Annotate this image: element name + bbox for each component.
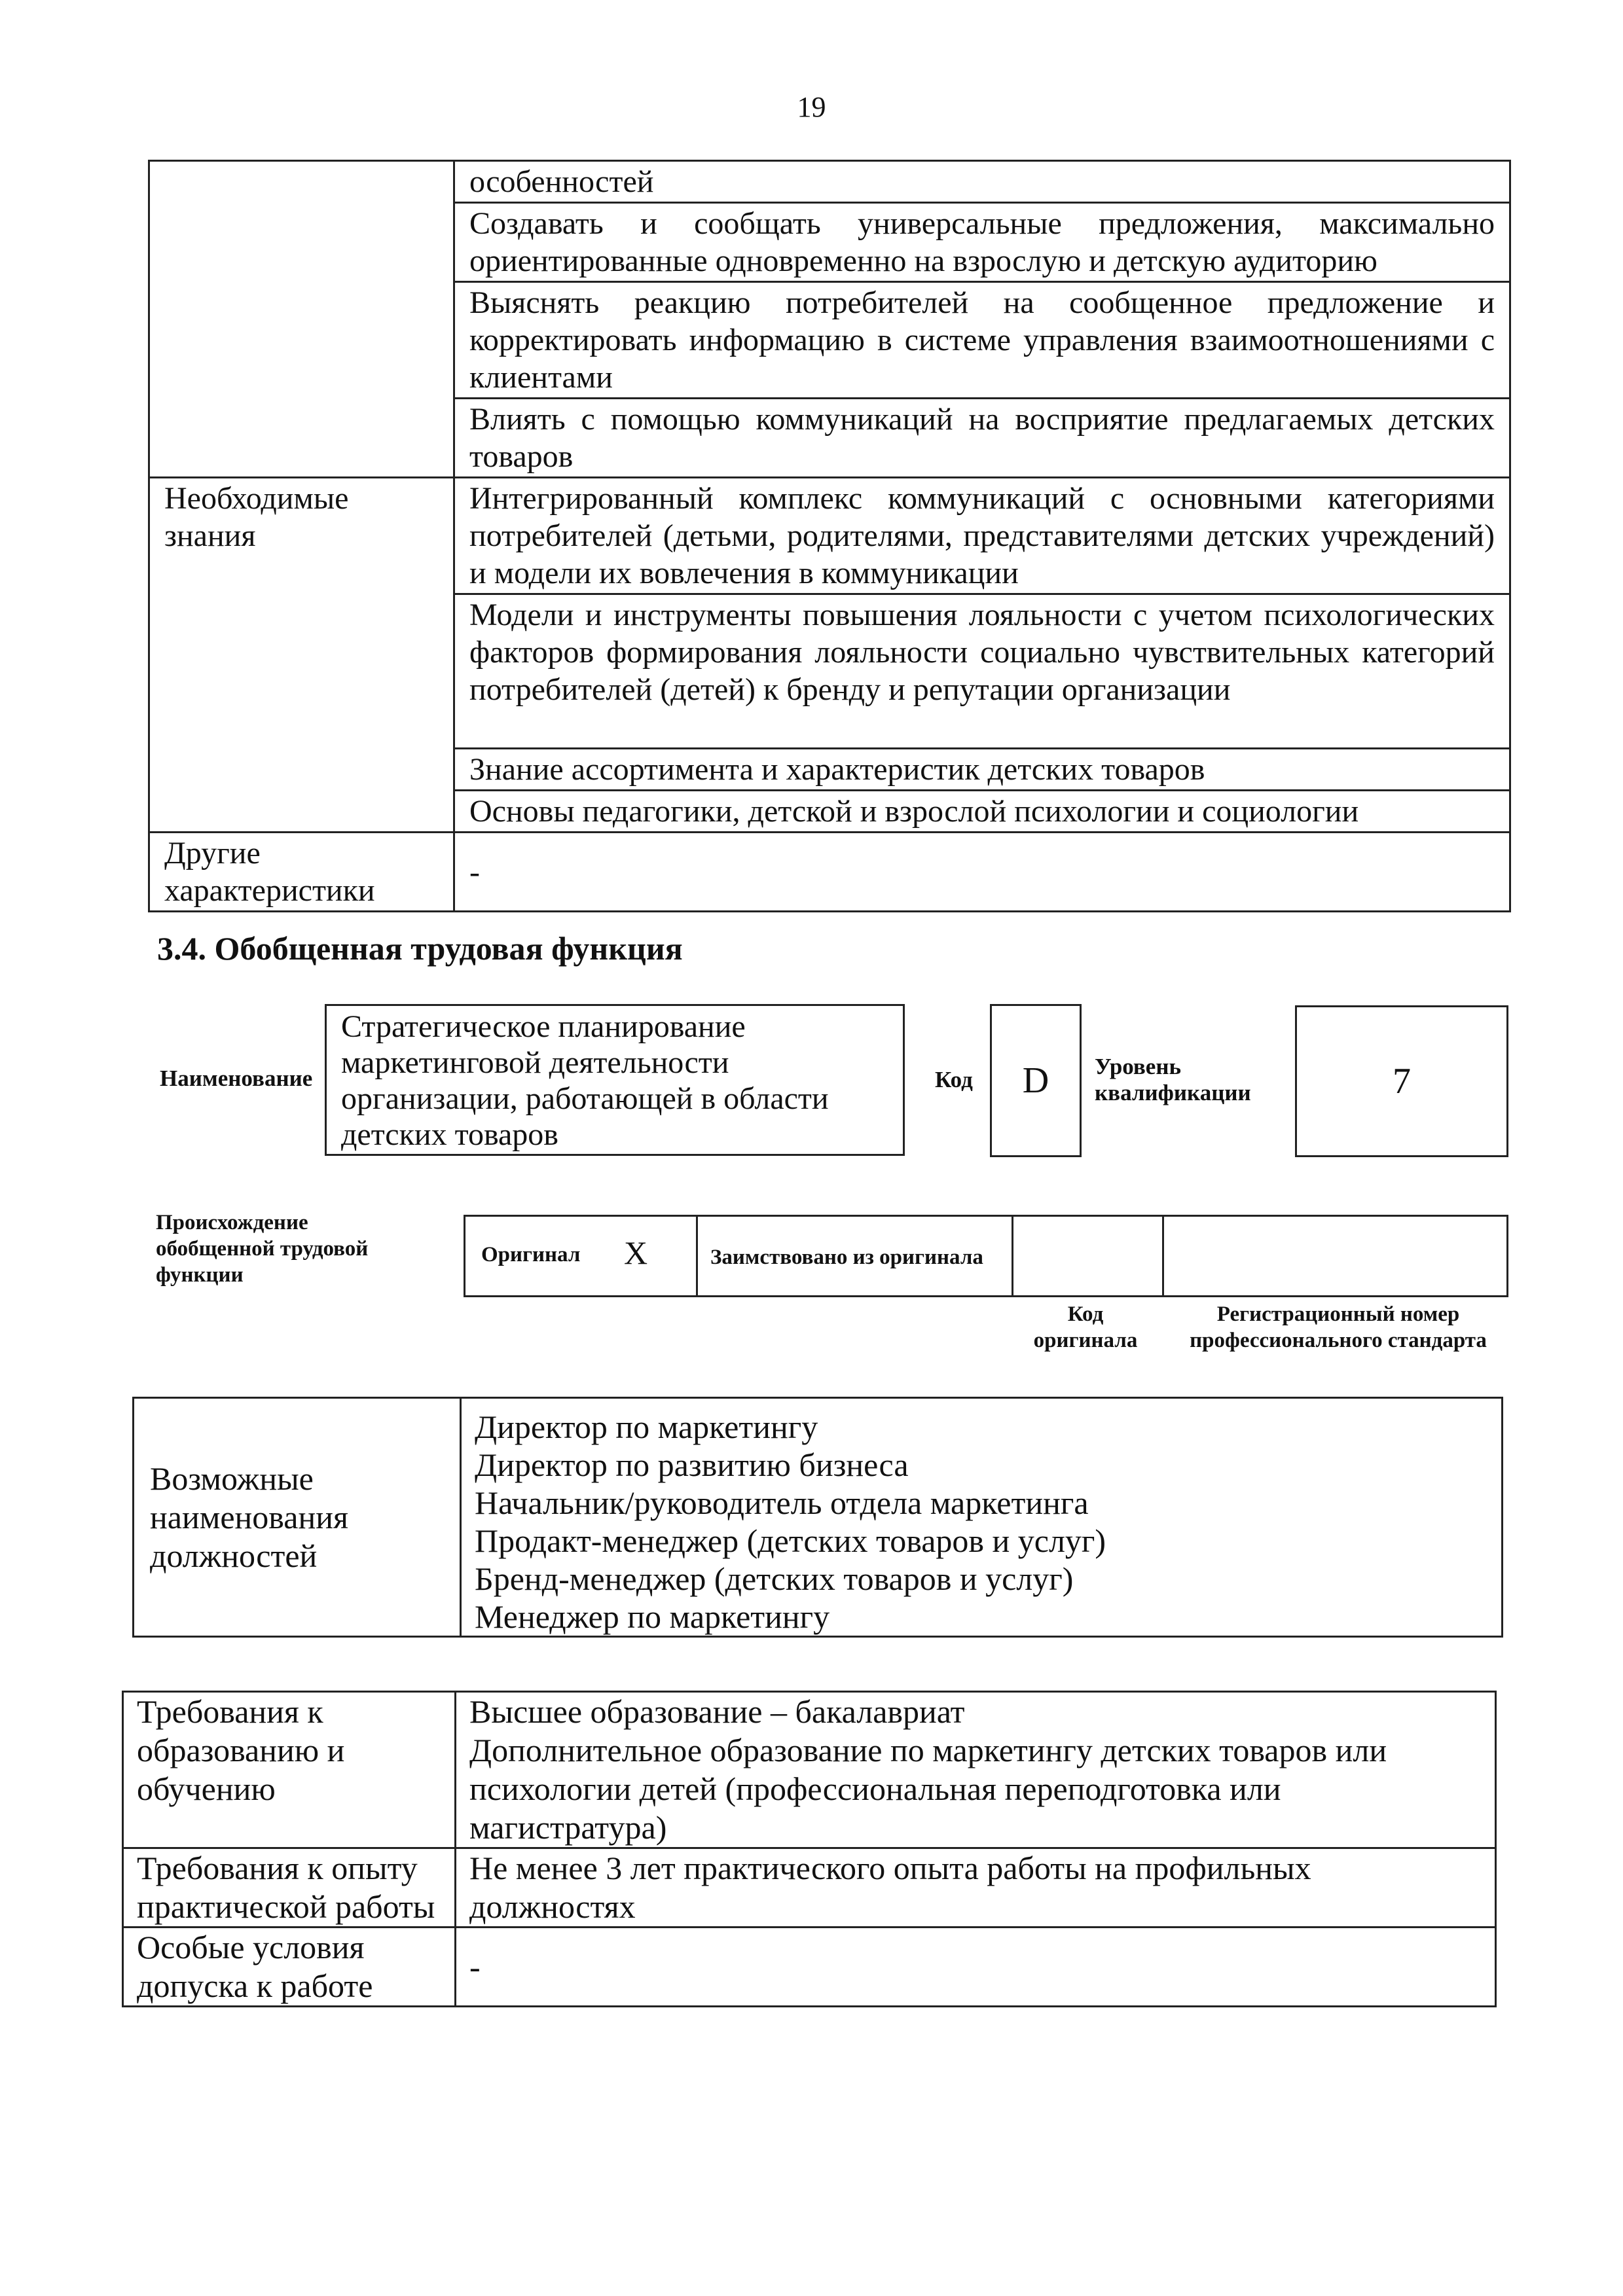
experience-requirement-line: Не менее 3 лет практического опыта работы на профильных должностях [456, 1848, 1496, 1928]
knowledge-row: Знание ассортимента и характеристик детских товаров [454, 749, 1510, 791]
positions-table [132, 1397, 1503, 1638]
position-item: Директор по развитию бизнеса [475, 1446, 909, 1483]
position-item: Продакт-менеджер (детских товаров и услуг) [475, 1522, 1106, 1559]
knowledge-label: Необходимые знания [149, 478, 454, 833]
education-requirements-label: Требования к образованию и обучению [123, 1692, 456, 1848]
empty-label-cell [149, 161, 454, 478]
education-requirement-line: Высшее образование – бакалавриат [469, 1693, 965, 1730]
origin-divider-3 [1162, 1217, 1164, 1295]
position-item: Начальник/руководитель отдела маркетинга [475, 1484, 1089, 1521]
requirements-table [122, 1691, 1497, 2007]
name-label: Наименование [160, 1066, 313, 1091]
origin-label: Происхождение обобщенной трудовой функции [156, 1211, 369, 1287]
special-conditions-value: - [456, 1928, 1496, 2007]
section-heading: 3.4. Обобщенная трудовая функция [157, 930, 683, 967]
skills-knowledge-table [148, 160, 1511, 912]
code-label: Код [935, 1067, 973, 1092]
qualification-level-label: Уровень квалификации [1095, 1054, 1251, 1105]
knowledge-row: Основы педагогики, детской и взрослой психологии и социологии [454, 791, 1510, 833]
code-box [990, 1004, 1082, 1157]
registration-number-caption: Регистрационный номер профессионального стандарта [1190, 1302, 1487, 1352]
origin-divider-1 [696, 1217, 698, 1295]
skill-row: особенностей [454, 161, 1510, 203]
position-item: Бренд-менеджер (детских товаров и услуг) [475, 1560, 1074, 1597]
original-mark: X [624, 1234, 648, 1271]
borrowed-label: Заимствовано из оригинала [710, 1246, 983, 1269]
function-name: Стратегическое планирование маркетинговой деятельности организации, работающей в области детских товаров [341, 1009, 829, 1152]
level-value: 7 [1393, 1061, 1411, 1102]
education-requirement-line: Дополнительное образование по маркетингу детских товаров или психологии детей (профессиональная переподготовка или магистратура) [469, 1732, 1387, 1846]
other-characteristics-value: - [454, 833, 1510, 912]
experience-requirements-label: Требования к опыту практической работы [123, 1848, 456, 1928]
skill-row: Создавать и сообщать универсальные предложения, максимально ориентированные одновременно на взрослую и детскую аудиторию [454, 203, 1510, 282]
special-conditions-label: Особые условия допуска к работе [123, 1928, 456, 2007]
original-code-caption: Код оригинала [1033, 1302, 1138, 1352]
code-value: D [1022, 1060, 1049, 1101]
knowledge-row: Модели и инструменты повышения лояльности с учетом психологических факторов формирования лояльности социально чувствительных категорий потребителей (детей) к бренду и репутации организации [454, 594, 1510, 749]
origin-divider-2 [1012, 1217, 1013, 1295]
knowledge-row: Интегрированный комплекс коммуникаций с основными категориями потребителей (детьми, родителями, представителями детских учреждений) и модели их вовлечения в коммуникации [454, 478, 1510, 594]
function-name-box [325, 1004, 905, 1156]
page-number: 19 [797, 91, 826, 123]
original-label: Оригинал [481, 1243, 581, 1266]
position-item: Менеджер по маркетингу [475, 1598, 830, 1635]
other-characteristics-label: Другие характеристики [149, 833, 454, 912]
level-box [1295, 1005, 1508, 1157]
positions-label: Возможные наименования должностей [134, 1398, 461, 1637]
position-item: Директор по маркетингу [475, 1408, 818, 1445]
origin-box [464, 1215, 1508, 1297]
skill-row: Выяснять реакцию потребителей на сообщенное предложение и корректировать информацию в системе управления взаимоотношениями с клиентами [454, 282, 1510, 399]
skill-row: Влиять с помощью коммуникаций на восприятие предлагаемых детских товаров [454, 399, 1510, 478]
